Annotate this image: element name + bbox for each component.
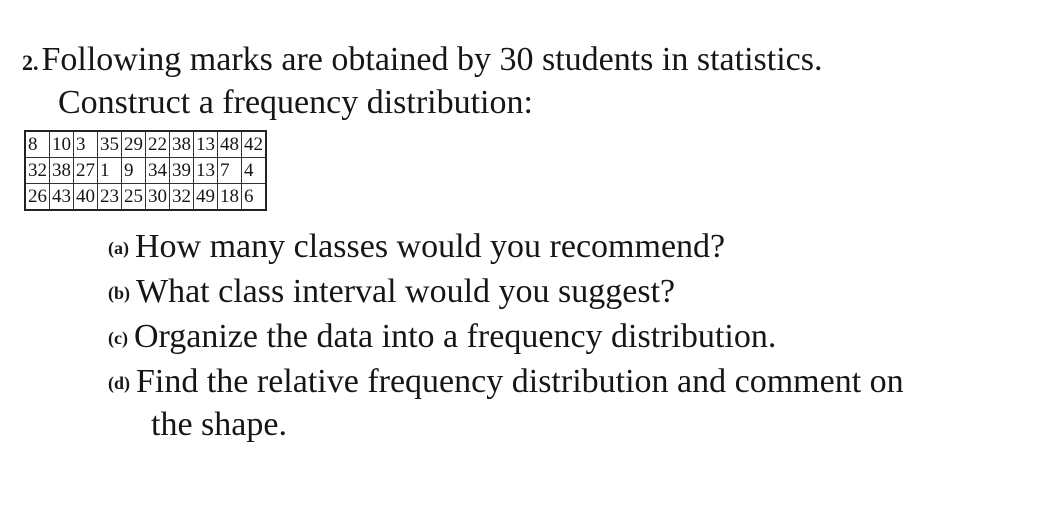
table-cell: 23 — [98, 184, 122, 211]
table-row — [25, 158, 266, 184]
table-cell: 35 — [98, 131, 122, 158]
table-cell: 34 — [146, 158, 170, 184]
subquestion-tag: (c) — [108, 328, 128, 348]
table-cell: 4 — [242, 158, 267, 184]
subquestion-list — [108, 225, 1008, 445]
subquestion-a — [108, 225, 1008, 270]
marks-table — [24, 130, 267, 211]
table-cell: 10 — [50, 131, 74, 158]
table-row — [25, 184, 266, 211]
subquestion-text: Organize the data into a frequency distribution. — [133, 318, 777, 355]
table-row — [25, 131, 266, 158]
table-cell: 27 — [74, 158, 98, 184]
table-cell: 8 — [25, 131, 50, 158]
table-cell: 38 — [50, 158, 74, 184]
table-cell: 6 — [242, 184, 267, 211]
subquestion-tag: (a) — [108, 238, 129, 258]
subquestion-text: How many classes would you recommend? — [135, 228, 726, 265]
table-cell: 49 — [194, 184, 218, 211]
table-cell: 48 — [218, 131, 242, 158]
cropped-previous-line — [120, 0, 610, 4]
table-cell: 25 — [122, 184, 146, 211]
table-cell: 40 — [74, 184, 98, 211]
subquestion-c — [108, 315, 1008, 360]
question-text: Following marks are obtained by 30 students in statistics. — [41, 41, 823, 78]
table-cell: 39 — [170, 158, 194, 184]
subquestion-tag: (b) — [108, 283, 130, 303]
subquestion-b — [108, 270, 1008, 315]
question-line-2: Construct a frequency distribution: — [58, 84, 533, 121]
table-cell: 38 — [170, 131, 194, 158]
subquestion-d — [108, 360, 1008, 405]
subquestion-text: Find the relative frequency distribution and comment on — [136, 363, 904, 400]
subquestion-tag: (d) — [108, 373, 130, 393]
subquestion-text: What class interval would you suggest? — [136, 273, 676, 310]
table-cell: 29 — [122, 131, 146, 158]
table-cell: 13 — [194, 131, 218, 158]
table-cell: 7 — [218, 158, 242, 184]
table-cell: 42 — [242, 131, 267, 158]
table-cell: 43 — [50, 184, 74, 211]
question-block — [22, 40, 1022, 123]
table-cell: 22 — [146, 131, 170, 158]
table-cell: 18 — [218, 184, 242, 211]
table-cell: 26 — [25, 184, 50, 211]
question-number: 2. — [22, 50, 39, 75]
question-line-1 — [22, 40, 1022, 83]
table-cell: 1 — [98, 158, 122, 184]
table-cell: 32 — [170, 184, 194, 211]
table-cell: 3 — [74, 131, 98, 158]
table-cell: 32 — [25, 158, 50, 184]
subquestion-d-continuation: the shape. — [151, 406, 287, 443]
table-cell: 30 — [146, 184, 170, 211]
table-cell: 13 — [194, 158, 218, 184]
table-cell: 9 — [122, 158, 146, 184]
